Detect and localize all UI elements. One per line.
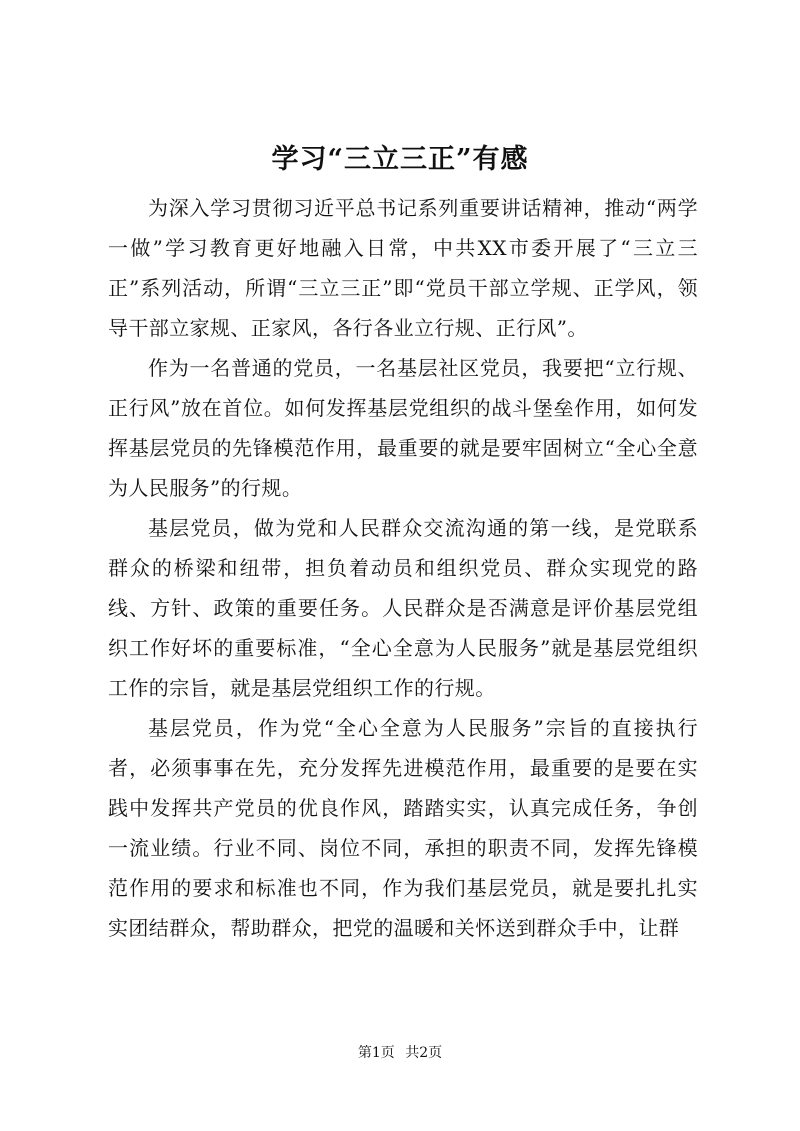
document-title: 学习“三立三正”有感 [271,144,529,175]
page-footer [0,1043,800,1063]
page-number-total: 共2页 [405,1045,443,1061]
document-body [108,188,698,948]
paragraph-4: 基层党员，作为党“全心全意为人民服务”宗旨的直接执行者，必须事事在先，充分发挥先进模范作用，最重要的是要在实践中发挥共产党员的优良作风，踏踏实实，认真完成任务，争创一流业绩。行业不同、岗位不同，承担的职责不同，发挥先锋模范作用的要求和标准也不同，作为我们基层党员，就是要扎扎实实团结群众，帮助群众，把党的温暖和关怀送到群众手中，让群 [108,716,698,940]
page-number-current: 第1页 [357,1045,395,1061]
paragraph-2: 作为一名普通的党员，一名基层社区党员，我要把“立行规、正行风”放在首位。如何发挥基层党组织的战斗堡垒作用，如何发挥基层党员的先锋模范作用，最重要的就是要牢固树立“全心全意为人民服务”的行规。 [108,356,698,500]
paragraph-1: 为深入学习贯彻习近平总书记系列重要讲话精神，推动“两学一做”学习教育更好地融入日常，中共XX市委开展了“三立三正”系列活动，所谓“三立三正”即“党员干部立学规、正学风，领导干部立家规、正家风，各行各业立行规、正行风”。 [108,196,698,340]
paragraph-3: 基层党员，做为党和人民群众交流沟通的第一线，是党联系群众的桥梁和纽带，担负着动员和组织党员、群众实现党的路线、方针、政策的重要任务。人民群众是否满意是评价基层党组织工作好坏的重要标准，“全心全意为人民服务”就是基层党组织工作的宗旨，就是基层党组织工作的行规。 [108,516,698,700]
